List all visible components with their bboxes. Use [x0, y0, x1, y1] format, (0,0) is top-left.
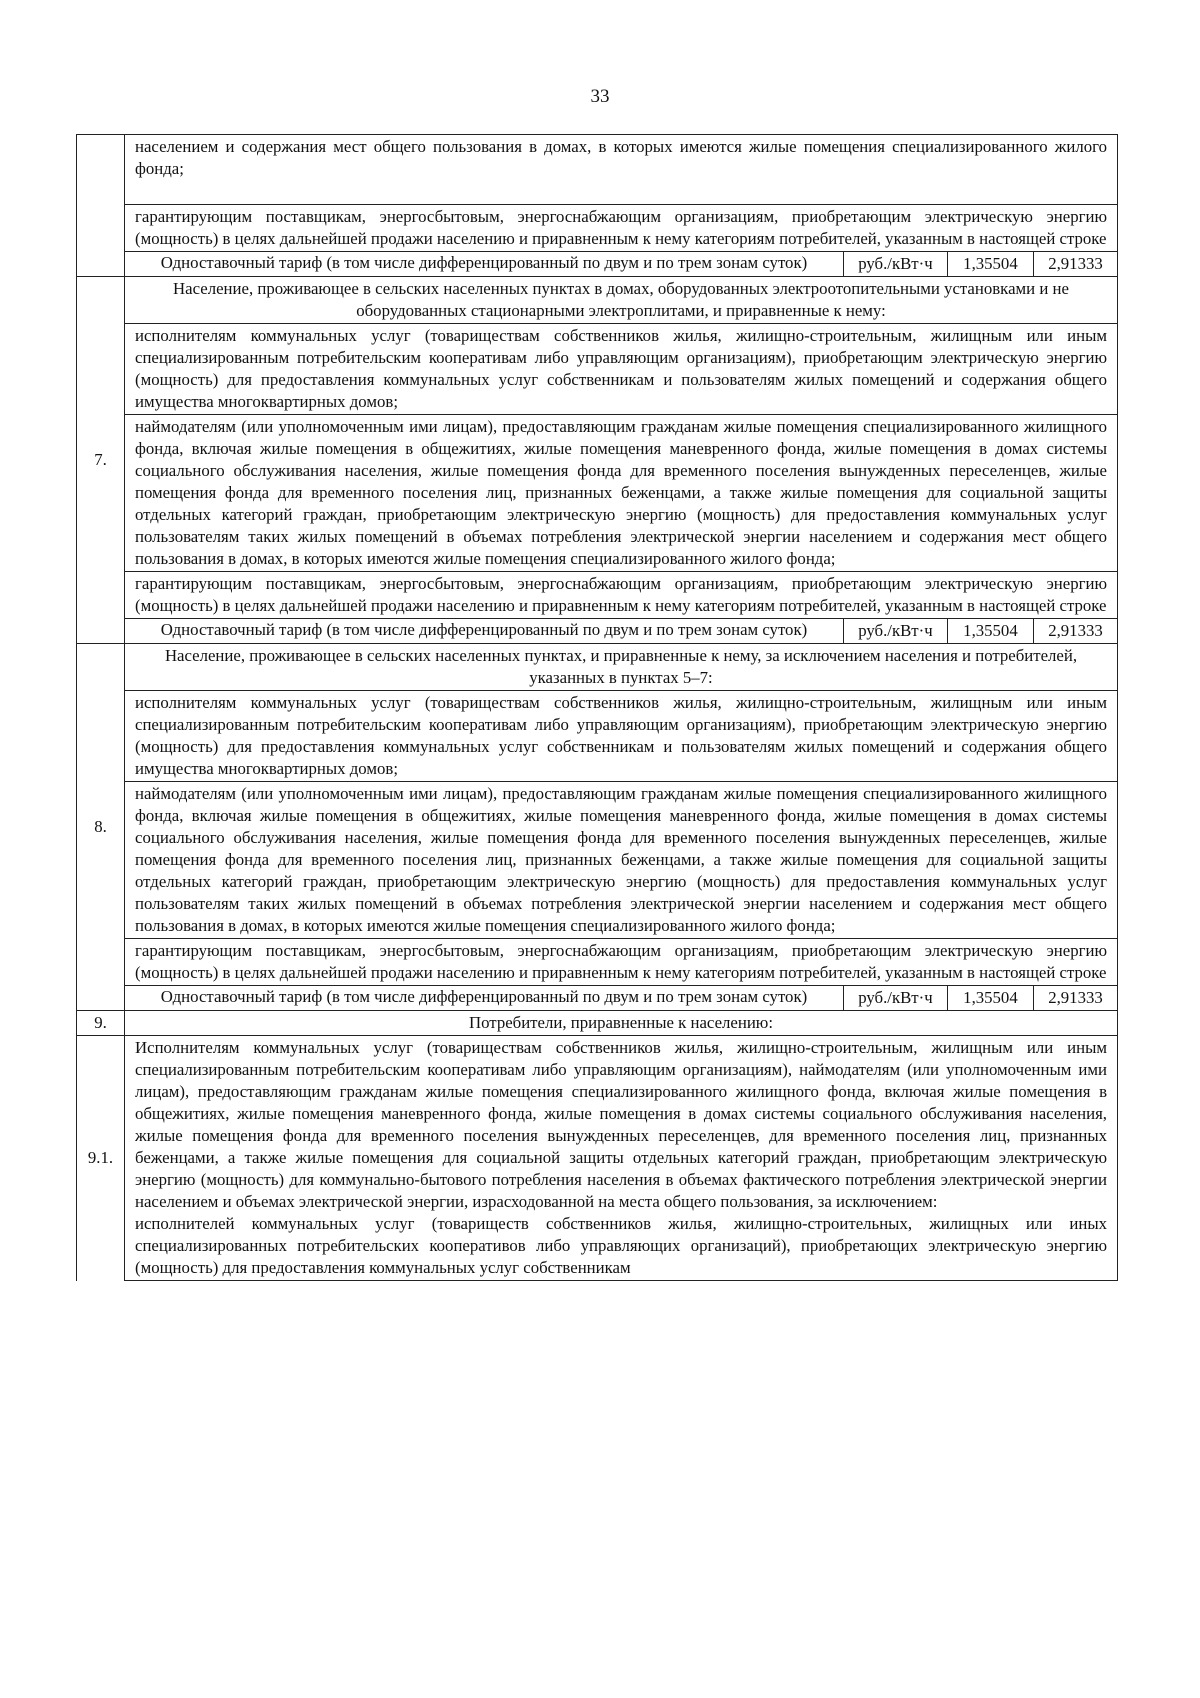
table-row: [77, 135, 1118, 205]
section-heading-row: [77, 1011, 1118, 1036]
section-heading: Население, проживающее в сельских населенных пунктах, и приравненные к нему, за исключением населения и потребителей, указанных в пунктах 5–7:: [125, 644, 1118, 691]
row-text: наймодателям (или уполномоченным ими лицам), предоставляющим гражданам жилые помещения специализированного жилищного фонда, включая жилые помещения в общежитиях, жилые помещения маневренного фонда, жилые помещения в домах системы социального обслуживания населения, жилые помещения фонда для временного поселения вынужденных переселенцев, жилые помещения фонда для временного поселения лиц, признанных беженцами, а также жилые помещения для социальной защиты отдельных категорий граждан, приобретающим электрическую энергию (мощность) для предоставления коммунальных услуг пользователям таких жилых помещений в объемах потребления электрической энергии населением и содержания мест общего пользования в домах, в которых имеются жилые помещения специализированного жилого фонда;: [125, 415, 1118, 572]
table-row: [77, 572, 1118, 619]
tariff-row: [77, 252, 1118, 277]
row-number: 8.: [77, 644, 125, 1011]
section-heading-row: [77, 644, 1118, 691]
tariff-table: [76, 134, 1118, 1281]
tariff-label: Одноставочный тариф (в том числе дифференцированный по двум и по трем зонам суток): [125, 252, 844, 277]
page-number: 33: [590, 86, 610, 107]
row-number: 7.: [77, 277, 125, 644]
tariff-value-1: 1,35504: [947, 252, 1033, 277]
row-text: населением и содержания мест общего пользования в домах, в которых имеются жилые помещения специализированного жилого фонда;: [125, 135, 1118, 205]
paragraph: Исполнителям коммунальных услуг (товариществам собственников жилья, жилищно-строительным, жилищным или иным специализированным потребительским кооперативам либо управляющим организациям), наймодателям (или уполномоченным ими лицам), предоставляющим гражданам жилые помещения специализированного жилищного фонда, включая жилые помещения в общежитиях, жилые помещения маневренного фонда, жилые помещения в домах системы социального обслуживания населения, жилые помещения фонда для временного поселения вынужденных переселенцев, для временного поселения лиц, признанных беженцами, а также жилые помещения для социальной защиты отдельных категорий граждан, приобретающим электрическую энергию (мощность) для коммунально-бытового потребления населения в объемах фактического потребления электрической энергии населением и объемах электрической энергии, израсходованной на места общего пользования, за исключением:: [135, 1038, 1107, 1211]
row-text: гарантирующим поставщикам, энергосбытовым, энергоснабжающим организациям, приобретающим электрическую энергию (мощность) в целях дальнейшей продажи населению и приравненным к нему категориям потребителей, указанным в настоящей строке: [125, 572, 1118, 619]
table-row: [77, 782, 1118, 939]
table-row: [77, 1036, 1118, 1281]
row-text: [125, 1036, 1118, 1281]
section-heading-row: [77, 277, 1118, 324]
row-number: 9.: [77, 1011, 125, 1036]
row-number: 9.1.: [77, 1036, 125, 1281]
row-text: исполнителям коммунальных услуг (товариществам собственников жилья, жилищно-строительным, жилищным или иным специализированным потребительским кооперативам либо управляющим организациям), приобретающим электрическую энергию (мощность) для предоставления коммунальных услуг собственникам и пользователям жилых помещений и содержания общего имущества многоквартирных домов;: [125, 691, 1118, 782]
row-text: исполнителям коммунальных услуг (товариществам собственников жилья, жилищно-строительным, жилищным или иным специализированным потребительским кооперативам либо управляющим организациям), приобретающим электрическую энергию (мощность) для предоставления коммунальных услуг собственникам и пользователям жилых помещений и содержания общего имущества многоквартирных домов;: [125, 324, 1118, 415]
tariff-row: [77, 619, 1118, 644]
table-row: [77, 205, 1118, 252]
tariff-value-2: 2,91333: [1033, 619, 1117, 644]
tariff-value-1: 1,35504: [947, 986, 1033, 1011]
tariff-unit: руб./кВт·ч: [843, 619, 947, 644]
tariff-unit: руб./кВт·ч: [843, 252, 947, 277]
section-heading: Население, проживающее в сельских населенных пунктах в домах, оборудованных электроотопительными установками и не оборудованных стационарными электроплитами, и приравненные к нему:: [125, 277, 1118, 324]
tariff-value-1: 1,35504: [947, 619, 1033, 644]
tariff-value-2: 2,91333: [1033, 986, 1117, 1011]
tariff-label: Одноставочный тариф (в том числе дифференцированный по двум и по трем зонам суток): [125, 986, 844, 1011]
paragraph: исполнителей коммунальных услуг (товариществ собственников жилья, жилищно-строительных, жилищных или иных специализированных потребительских кооперативов либо управляющих организаций), приобретающих электрическую энергию (мощность) для предоставления коммунальных услуг собственникам: [135, 1214, 1107, 1277]
table-row: [77, 691, 1118, 782]
tariff-label: Одноставочный тариф (в том числе дифференцированный по двум и по трем зонам суток): [125, 619, 844, 644]
section-heading: Потребители, приравненные к населению:: [125, 1011, 1118, 1036]
table-row: [77, 939, 1118, 986]
row-text: гарантирующим поставщикам, энергосбытовым, энергоснабжающим организациям, приобретающим электрическую энергию (мощность) в целях дальнейшей продажи населению и приравненным к нему категориям потребителей, указанным в настоящей строке: [125, 939, 1118, 986]
row-text: гарантирующим поставщикам, энергосбытовым, энергоснабжающим организациям, приобретающим электрическую энергию (мощность) в целях дальнейшей продажи населению и приравненным к нему категориям потребителей, указанным в настоящей строке: [125, 205, 1118, 252]
tariff-unit: руб./кВт·ч: [843, 986, 947, 1011]
row-text: наймодателям (или уполномоченным ими лицам), предоставляющим гражданам жилые помещения специализированного жилищного фонда, включая жилые помещения в общежитиях, жилые помещения маневренного фонда, жилые помещения в домах системы социального обслуживания населения, жилые помещения фонда для временного поселения вынужденных переселенцев, жилые помещения фонда для временного поселения лиц, признанных беженцами, а также жилые помещения для социальной защиты отдельных категорий граждан, приобретающим электрическую энергию (мощность) для предоставления коммунальных услуг пользователям таких жилых помещений в объемах потребления электрической энергии населением и содержания мест общего пользования в домах, в которых имеются жилые помещения специализированного жилого фонда;: [125, 782, 1118, 939]
tariff-row: [77, 986, 1118, 1011]
row-number-cell: [77, 135, 125, 277]
table-row: [77, 415, 1118, 572]
tariff-value-2: 2,91333: [1033, 252, 1117, 277]
table-row: [77, 324, 1118, 415]
